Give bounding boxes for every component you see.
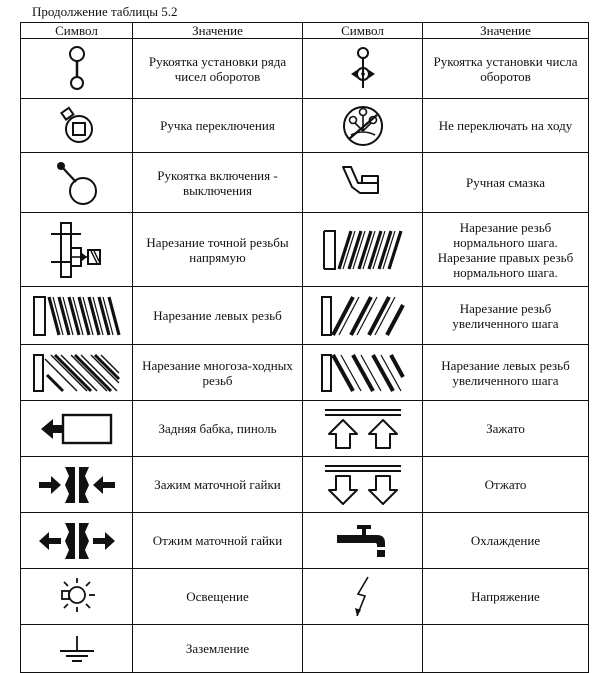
lead-nut-release-icon [35,519,119,563]
coolant-icon [333,519,393,563]
no-switch-while-running-icon [340,103,386,149]
lighting-icon [52,574,102,620]
symbol-cell [303,213,423,287]
symbol-cell [303,99,423,153]
left-hand-threading-icon [31,293,123,339]
table-caption: Продолжение таблицы 5.2 [32,4,178,19]
symbol-cell [303,287,423,345]
symbol-cell [303,569,423,625]
meaning-cell: Не переключать на ходу [423,99,589,153]
symbol-cell [21,401,133,457]
switch-handle-icon [57,105,97,147]
table-row [21,345,589,401]
meaning-cell: Нарезание многоза-ходных резьб [133,345,303,401]
meaning-cell: Задняя бабка, пиноль [133,401,303,457]
speed-series-lever-icon [57,44,97,94]
on-off-lever-icon [52,158,102,208]
voltage-icon [348,574,378,620]
meaning-cell: Ручная смазка [423,153,589,213]
symbol-cell [21,153,133,213]
symbol-cell [303,345,423,401]
meaning-cell: Напряжение [423,569,589,625]
clamped-icon [321,406,405,452]
symbol-cell [21,513,133,569]
meaning-cell: Нарезание левых резьб [133,287,303,345]
symbol-cell [21,457,133,513]
increased-pitch-threading-icon [319,293,407,339]
table-row [21,153,589,213]
header-meaning: Значение [423,23,589,39]
lead-nut-clamp-icon [35,463,119,507]
speed-setting-lever-icon [343,44,383,94]
header-symbol: Символ [21,23,133,39]
meaning-cell: Зажато [423,401,589,457]
symbol-cell [21,569,133,625]
meaning-cell [423,625,589,673]
symbol-cell [303,153,423,213]
meaning-cell: Отжим маточной гайки [133,513,303,569]
symbol-cell [303,457,423,513]
meaning-cell: Ручка переключения [133,99,303,153]
symbol-cell [303,625,423,673]
symbol-cell [303,39,423,99]
symbols-table [20,22,589,673]
multi-start-threading-icon [31,351,123,395]
meaning-cell: Рукоятка установки числа оборотов [423,39,589,99]
table-row [21,39,589,99]
table-row [21,287,589,345]
meaning-cell: Нарезание левых резьб увеличенного шага [423,345,589,401]
left-increased-pitch-threading-icon [319,351,407,395]
symbol-cell [21,99,133,153]
table-row [21,513,589,569]
table-row [21,401,589,457]
meaning-cell: Зажим маточной гайки [133,457,303,513]
meaning-cell: Нарезание точной резьбы напрямую [133,213,303,287]
table-row [21,457,589,513]
table-row [21,569,589,625]
meaning-cell: Нарезание резьб нормального шага. Нарезание правых резьб нормального шага. [423,213,589,287]
meaning-cell: Нарезание резьб увеличенного шага [423,287,589,345]
meaning-cell: Охлаждение [423,513,589,569]
symbol-cell [303,401,423,457]
meaning-cell: Отжато [423,457,589,513]
table-row [21,99,589,153]
meaning-cell: Освещение [133,569,303,625]
meaning-cell: Рукоятка установки ряда чисел оборотов [133,39,303,99]
symbol-cell [21,345,133,401]
header-symbol: Символ [303,23,423,39]
unclamped-icon [321,462,405,508]
header-meaning: Значение [133,23,303,39]
symbol-cell [21,39,133,99]
tailstock-quill-icon [37,409,117,449]
normal-pitch-threading-icon [321,227,405,273]
symbol-cell [21,213,133,287]
table-row [21,625,589,673]
table-row [21,213,589,287]
meaning-cell: Заземление [133,625,303,673]
manual-lubrication-icon [338,163,388,203]
meaning-cell: Рукоятка включения - выключения [133,153,303,213]
symbol-cell [303,513,423,569]
symbol-cell [21,625,133,673]
ground-icon [52,633,102,665]
header-row [21,23,589,39]
direct-precision-threading-icon [45,220,109,280]
symbol-cell [21,287,133,345]
